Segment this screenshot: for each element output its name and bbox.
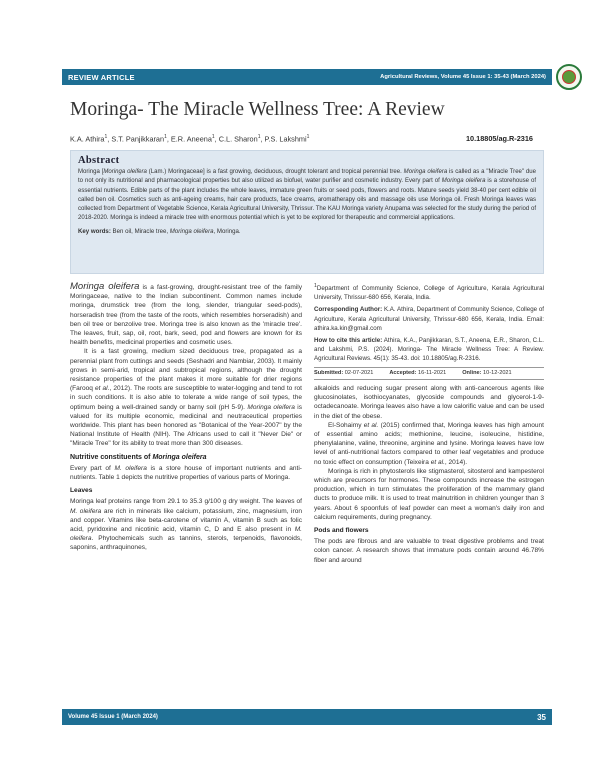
doi-link[interactable]: 10.18805/ag.R-2316 xyxy=(466,134,533,143)
body-paragraph: It is a fast growing, medium sized deciduous tree, propagated as a perennial plant from cuttings and seeds (Seshadri and Nambiar, 2003). It mainly grows in semi-arid, tropical and subtropical regions, although the drought resistance properties of the plant makes it more suitable for drier regions (Farooq et al., 2012). The roots are susceptible to water-logging and tend to rot in such conditions. It is also able to tolerate a wide range of soil types, the optimum being a well-drained sandy or barny soil (pH 5-9). Moringa oleifera is valued for its multiple economic, medicinal and neutraceutical properties worldwide. This plant has been honored as "Botanical of the Year-2007" by the National Institute of Health (NIH). The Africans used to call it "Never Die" or "Miracle Tree" for its ability to treat more than 300 diseases. xyxy=(70,348,303,448)
author-name: C.L. Sharon xyxy=(218,134,258,144)
intro-paragraph: Moringa oleifera is a fast-growing, drought-resistant tree of the family Moringaceae, native to the Indian subcontinent. Common names include moringa, drumstick tree (from the long, slender, triangular seed-pods), horseradish tree (from the taste of the roots, which resembles horseradish) and ben oil tree or benzolive tree. Moringa tree is also known as the 'miracle tree'. The leaves, fruit, sap, oil, root, bark, seed, pod and flowers are known for its health benefits, medicinal properties and cosmetic uses. xyxy=(70,281,302,347)
journal-header-bar xyxy=(62,69,552,85)
left-column xyxy=(70,282,302,553)
issue-label: Volume 45 Issue 1 (March 2024) xyxy=(68,714,158,720)
journal-logo-icon xyxy=(556,64,582,90)
subsection-heading-pods: Pods and flowers xyxy=(314,526,369,534)
body-paragraph: El-Sohaimy et al. (2015) confirmed that, Moringa leaves has high amount of essential amino acids; methionine, leucine, isoleucine, histidine, phenylalanine, valine, threonine, arginine and lysine. Moringa leaves have low level of anti-nutritional factors compared to other leaf vegetables and produce no toxic effect on consumption (Teixeira et al., 2014). xyxy=(314,421,545,466)
abstract-box xyxy=(70,150,544,274)
journal-footer-bar xyxy=(62,709,552,725)
page-number: 35 xyxy=(537,712,546,722)
body-paragraph: Moringa leaf proteins range from 29.1 to 35.3 g/100 g dry weight. The leaves of M. oleifera are rich in minerals like calcium, potassium, zinc, magnesium, iron and copper. Vitamins like beta-carotene of vitamin A, vitamin B such as folic acid, pyridoxine and nicotinic acid, vitamin C, D and E also present in M. oleifera. Phytochemicals such as tannins, sterols, terpenoids, flavonoids, saponins, anthraquinones, xyxy=(70,498,302,552)
abstract-text: Moringa [Moringa oleifera (Lam.) Moringaceae] is a fast growing, deciduous, drought tolerant and tropical perennial tree. Moringa oleifera is called as a "Miracle Tree" due to not only its nutritional and pharmacological properties but also utilized as biofuel, water purifier and cosmetic industry. Every part of Moringa oleifera is a storehouse of essential nutrients. Edible parts of the plant includes the whole leaves, immature green fruits or seed pods, flowers and roots. Mature seeds yield 38-40 per cent edible oil called ben oil. Cosmetics such as anti-ageing creams, hair care products, face creams, aromatherapy oils and massage oils use Moringa oil. Fresh Moringa leaves was collected from Department of Vegetable Science, Kerala Agricultural University, Thrissur. The KAU Moringa variety Anupama was selected for the study during the period of 2018-2020. Moringa is indeed a miracle tree with enormous potential which is yet to be explored for therapeutic and commercial applications. xyxy=(78,169,537,222)
corresponding-author-note: Corresponding Author: K.A. Athira, Department of Community Science, College of Agriculture, Kerala Agricultural University, Thrissur-680 656, Kerala, India. Email: athira.ka.kin@gmail.com xyxy=(314,306,545,332)
body-paragraph: alkaloids and reducing sugar present along with anti-cancerous agents like glucosinolates, isothiocyanates, glycoside compounds and glycerol-1-9-octadecanoate. Moringa leaves also have a low calorific value and can be used in the diet of the obese. xyxy=(314,384,544,420)
dates-line: Submitted: 02-07-2021 Accepted: 16-11-2021 Online: 10-12-2021 xyxy=(314,367,544,380)
right-column xyxy=(314,282,544,565)
body-paragraph: Moringa is rich in phytosterols like stigmasterol, sitosterol and kampesterol which are precursors for hormones. These compounds increase the estrogen production, which in turn stimulates the proliferation of the mammary gland ducts to produce milk. It is used to treat malnutrition in children younger than 3 years. About 6 spoonfuls of leaf powder can meet a woman's daily iron and calcium requirements, during pregnancy. xyxy=(314,467,544,521)
citation-note: How to cite this article: Athira, K.A., Panjikkaran, S.T., Aneena, E.R., Sharon, C.L. and Lakshmi, P.S. (2024). Moringa- The Miracle Wellness Tree: A Review. Agricultural Reviews. 45(1): 35-43. doi: 10.18805/ag.R-2316. xyxy=(314,337,544,363)
section-heading: Nutritive constituents of Moringa oleifera xyxy=(70,453,207,461)
author-name: P.S. Lakshmi xyxy=(264,134,307,144)
body-paragraph: Every part of M. oleifera is a store house of important nutrients and anti-nutrients. Table 1 depicts the nutritive properties of various parts of Moringa. xyxy=(70,464,302,482)
author-name: S.T. Panjikkaran xyxy=(111,134,165,144)
affiliation-note: $^1$Department of Community Science, College of Agriculture, Kerala Agricultural University, Thrissur-680 656, Kerala, India. xyxy=(314,283,544,302)
abstract-heading: Abstract xyxy=(78,155,120,166)
author-name: K.A. Athira xyxy=(70,134,105,144)
journal-reference: Agricultural Reviews, Volume 45 Issue 1: 35-43 (March 2024) xyxy=(380,74,546,80)
author-list: K.A. Athira$^1$, S.T. Panjikkaran$^1$, E.R. Aneena$^1$, C.L. Sharon$^1$, P.S. Lakshmi$^1$ xyxy=(70,134,310,144)
body-paragraph: The pods are fibrous and are valuable to treat digestive problems and treat colon cancer. A research shows that immature pods contain around 46.78% fiber and around xyxy=(314,538,544,564)
keywords: Key words: Ben oil, Miracle tree, Moringa oleifera, Moringa. xyxy=(78,227,241,235)
subsection-heading-leaves: Leaves xyxy=(70,487,93,495)
author-name: E.R. Aneena xyxy=(170,134,212,144)
article-type: REVIEW ARTICLE xyxy=(68,72,135,82)
page-title: Moringa- The Miracle Wellness Tree: A Review xyxy=(70,99,445,120)
